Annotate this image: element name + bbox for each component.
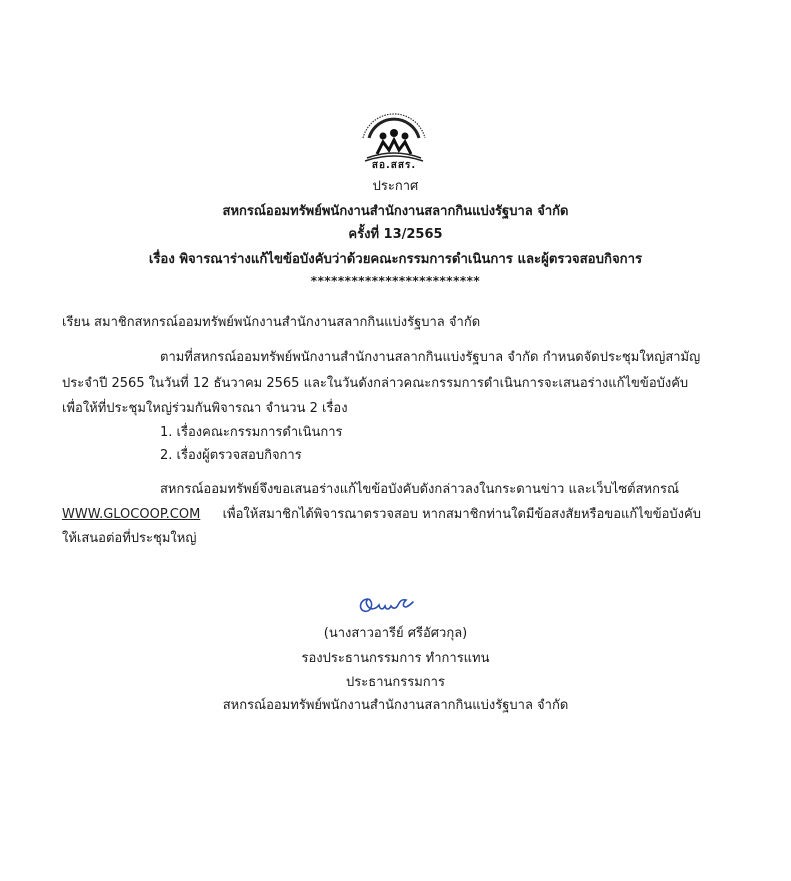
paragraph-2-line-2 (62, 506, 701, 524)
paragraph-2-line-3: ให้เสนอต่อที่ประชุมใหญ่ (62, 531, 197, 546)
announcement-number: ครั้งที่ 13/2565 (348, 227, 443, 242)
paragraph-2-line-1: สหกรณ์ออมทรัพย์จึงขอเสนอร่างแก้ไขข้อบังคับดังกล่าวลงในกระดานข่าว และเว็บไซต์สหกรณ์ (160, 482, 680, 497)
logo-text: สอ.สสร. (371, 160, 417, 171)
paragraph-1-line-2: ประจำปี 2565 ในวันที่ 12 ธันวาคม 2565 และในวันดังกล่าวคณะกรรมการดำเนินการจะเสนอร่างแก้ไขข้อบังคับ (62, 376, 689, 391)
list-item: 1. เรื่องคณะกรรมการดำเนินการ (160, 425, 343, 440)
salutation: เรียน สมาชิกสหกรณ์ออมทรัพย์พนักงานสำนักงานสลากกินแบ่งรัฐบาล จำกัด (62, 315, 481, 330)
website-link[interactable]: WWW.GLOCOOP.COM (62, 507, 201, 522)
paragraph-1-line-1: ตามที่สหกรณ์ออมทรัพย์พนักงานสำนักงานสลากกินแบ่งรัฐบาล จำกัด กำหนดจัดประชุมใหญ่สามัญ (160, 350, 701, 365)
signer-organization: สหกรณ์ออมทรัพย์พนักงานสำนักงานสลากกินแบ่งรัฐบาล จำกัด (222, 698, 569, 713)
organization-name: สหกรณ์ออมทรัพย์พนักงานสำนักงานสลากกินแบ่งรัฐบาล จำกัด (222, 204, 569, 219)
paragraph-1-line-3: เพื่อให้ที่ประชุมใหญ่ร่วมกันพิจารณา จำนวน 2 เรื่อง (62, 401, 348, 416)
announcement-title: ประกาศ (372, 179, 419, 194)
divider-stars: ************************* (310, 274, 481, 288)
announcement-subject: เรื่อง พิจารณาร่างแก้ไขข้อบังคับว่าด้วยคณะกรรมการดำเนินการ และผู้ตรวจสอบกิจการ (148, 252, 643, 267)
signer-position: รองประธานกรรมการ ทำการแทน (301, 651, 490, 666)
paragraph-2-line-2-text: เพื่อให้สมาชิกได้พิจารณาตรวจสอบ หากสมาชิกท่านใดมีข้อสงสัยหรือขอแก้ไขข้อบังคับ (222, 507, 701, 522)
signer-name: (นางสาวอารีย์ ศรีอัศวกุล) (323, 626, 468, 641)
handwritten-signature (356, 591, 420, 617)
list-item: 2. เรื่องผู้ตรวจสอบกิจการ (160, 448, 302, 463)
signer-title: ประธานกรรมการ (346, 675, 445, 690)
